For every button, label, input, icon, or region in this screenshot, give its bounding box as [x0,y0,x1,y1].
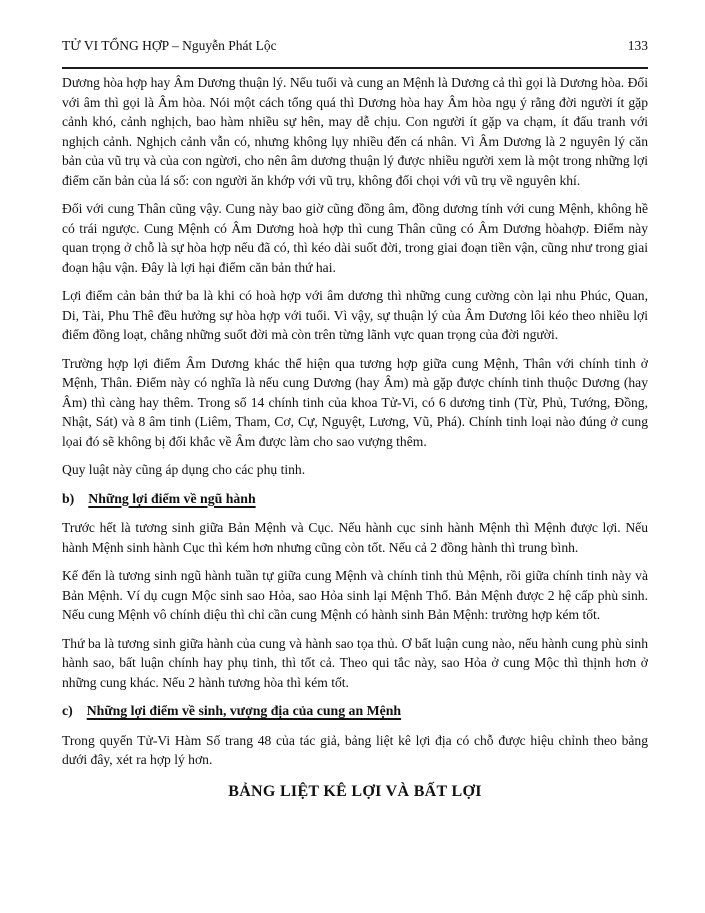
paragraph-loi-diem-thu-ba: Lợi điểm cản bản thứ ba là khi có hoà hợp với âm dương thì những cung cường còn lại nhu Phúc, Quan, Di, Tài, Phu Thê đều hưởng sự hòa hợp với tuổi. Vì vậy, sự thuận lý của Âm Dương lôi kéo theo nhiều lợi điểm đồng loạt, chẳng những suốt đời mà còn trên từng lãnh vực quan trọng của đời người. [62,288,648,342]
paragraph-truong-hop-loi-diem: Trường hợp lợi điểm Âm Dương khác thể hiện qua tương hợp giữa cung Mệnh, Thân với chính tinh ở Mệnh, Thân. Điểm này có nghĩa là nếu cung Dương (hay Âm) mà gặp được chính tinh thuộc Dương (hay Âm) thì càng hay thêm. Trong số 14 chính tinh của khoa Tử-Vi, có 6 dương tinh (Từ, Phủ, Tướng, Đồng, Nhật, Sát) và 8 âm tinh (Liêm, Tham, Cơ, Cự, Nguyệt, Lương, Vũ, Phá). Chính tinh loại nào đúng ở cung lọai đó sẽ không bị đối khắc về Âm được làm cho sao vượng thêm. [62,355,648,449]
page-number: 133 [627,38,648,53]
paragraph-cung-than: Đối với cung Thân cũng vậy. Cung này bao giờ cũng đồng âm, đồng dương tính với cung Mệnh, không hề có trái ngược. Cung Mệnh có Âm Dương hoà hợp thì cung Thân cũng có Âm Dương hòahợp. Điểm này quan trọng ở chỗ là sự hòa hợp nếu đã có, thì kéo dài suốt đời, trong giai đoạn tiền vận, cũng như trong giai đoạn hậu vận. Đây là lợi hại điểm căn bản thứ hai. [62,201,648,275]
header-rule [62,67,648,69]
section-title-b: Những lợi điểm về ngũ hành [88,490,256,506]
section-marker-c: c) [62,703,73,718]
section-heading-c [62,701,648,721]
paragraph-ke-den: Kế đến là tương sinh ngũ hành tuần tự giữa cung Mệnh và chính tinh thủ Mệnh, rồi giữa chính tinh này và Bản Mệnh. Ví dụ cugn Mộc sinh sao Hỏa, sao Hỏa sinh lại Mệnh Thổ. Bản Mệnh được 2 hệ cấp phù sinh. Nếu cung Mệnh vô chính diệu thì chỉ cần cung Mệnh có hành sinh Bản Mệnh: trường hợp kém tốt. [62,568,648,622]
running-header [62,38,648,54]
section-heading-b [62,489,648,509]
paragraph-am-duong-thuan-ly: Dương hòa hợp hay Âm Dương thuận lý. Nếu tuổi và cung an Mệnh là Dương cả thì gọi là Dương hòa. Đối với âm thì gọi là Âm hòa. Nói một cách tổng quá thì Dương hòa hay Âm hòa ngụ ý rằng đời người ít gặp cảnh khó, cảnh nghịch, bao hàm nhiều sự hên, may dễ chịu. Con người ít gặp va chạm, ít đấu tranh với nghịch cảnh. Nghịch cảnh vẫn có, nhưng không lụy nhiều đến cá nhân. Vì Âm Dương là 2 nguyên lý căn bản của vũ trụ và của con ngừơi, cho nên âm dương thuận lý được nhiều người xem là một trong những lợi điểm căn bản của lá số: con người ăn khớp với vũ trụ, không đối chọi với vũ trụ về nguyên khí. [62,75,648,188]
book-title: TỬ VI TỔNG HỢP – Nguyễn Phát Lộc [62,38,277,53]
table-list-title: BẢNG LIỆT KÊ LỢI VÀ BẤT LỢI [228,782,482,800]
paragraph-trong-quyen: Trong quyển Tử-Vi Hàm Số trang 48 của tác giả, bảng liệt kê lợi địa có chỗ được hiệu chỉnh theo bảng dưới đây, xét ra hợp lý hơn. [62,732,648,767]
page-body [62,73,648,801]
paragraph-thu-ba: Thứ ba là tương sinh giữa hành của cung và hành sao tọa thủ. Ơ bất luận cung nào, nếu hành cung phù sinh hành sao, bất luận chính hay phụ tinh, thì tốt cả. Theo qui tắc này, sao Hỏa ở cung Mộc thì thịnh hơn ở những cung khác. Nếu 2 hành tương hòa thì kém tốt. [62,635,648,690]
paragraph-quy-luat: Quy luật này cũng áp dụng cho các phụ tinh. [62,462,306,477]
paragraph-truoc-het: Trước hết là tương sinh giữa Bản Mệnh và Cục. Nếu hành cục sinh hành Mệnh thì Mệnh được lợi. Nếu hành Mệnh sinh hành Cục thì kém hơn nhưng cũng còn tốt. Nếu cả 2 đồng hành thì trung bình. [62,520,648,555]
section-title-c: Những lợi điểm về sinh, vượng địa của cung an Mệnh [86,703,402,718]
section-marker-b: b) [62,490,75,506]
